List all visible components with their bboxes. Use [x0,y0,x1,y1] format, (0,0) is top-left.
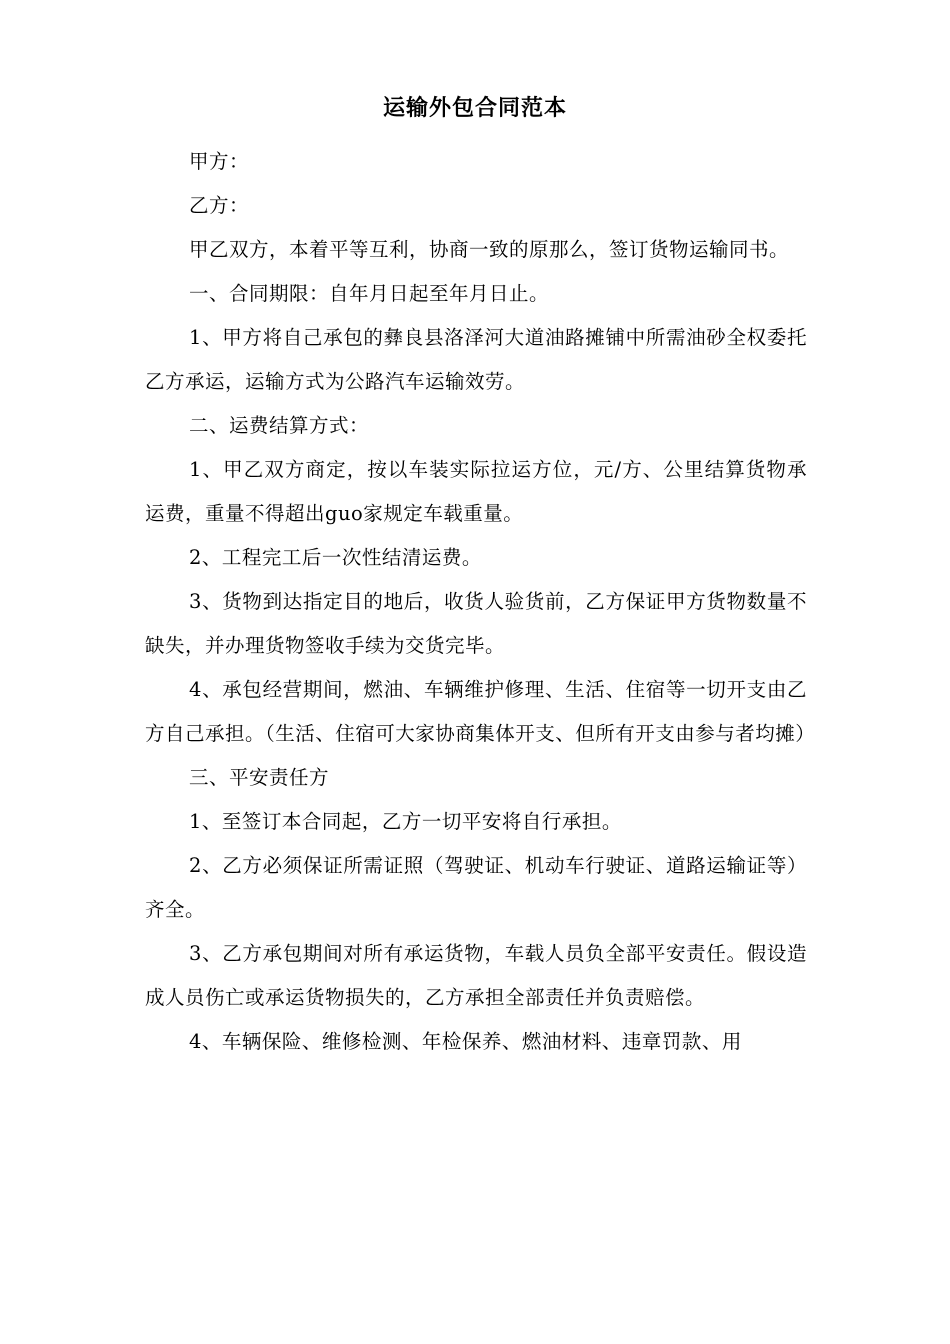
clause-paragraph: 2、乙方必须保证所需证照（驾驶证、机动车行驶证、道路运输证等）齐全。 [145,854,807,921]
party-b-line: 乙方： [189,194,250,217]
clause-paragraph: 4、车辆保险、维修检测、年检保养、燃油材料、违章罚款、用 [189,1030,742,1053]
clause-paragraph: 4、承包经营期间，燃油、车辆维护修理、生活、住宿等一切开支由乙方自己承担。（生活、住宿可大家协商集体开支、但所有开支由参与者均摊） [145,678,816,745]
preamble-paragraph: 甲乙双方，本着平等互利，协商一致的原那么，签订货物运输同书。 [189,238,790,261]
document-title: 运输外包合同范本 [382,96,567,121]
section-heading-term: 一、合同期限：自年月日起至年月日止。 [189,282,550,305]
document-body [145,140,816,1064]
clause-paragraph: 3、乙方承包期间对所有承运货物，车载人员负全部平安责任。假设造成人员伤亡或承运货物损失的，乙方承担全部责任并负责赔偿。 [145,942,807,1009]
clause-paragraph: 3、货物到达指定目的地后，收货人验货前，乙方保证甲方货物数量不缺失，并办理货物签收手续为交货完毕。 [145,590,807,657]
clause-paragraph: 1、甲方将自己承包的彝良县洛泽河大道油路摊铺中所需油砂全权委托乙方承运，运输方式为公路汽车运输效劳。 [145,326,807,393]
clause-paragraph: 2、工程完工后一次性结清运费。 [189,546,482,569]
clause-paragraph: 1、甲乙双方商定，按以车装实际拉运方位，元/方、公里结算货物承运费，重量不得超出guo家规定车载重量。 [145,458,807,525]
section-heading-safety: 三、平安责任方 [189,766,330,789]
section-heading-settlement: 二、运费结算方式： [189,414,370,437]
party-a-line: 甲方： [189,150,250,173]
clause-paragraph: 1、至签订本合同起，乙方一切平安将自行承担。 [189,810,622,833]
